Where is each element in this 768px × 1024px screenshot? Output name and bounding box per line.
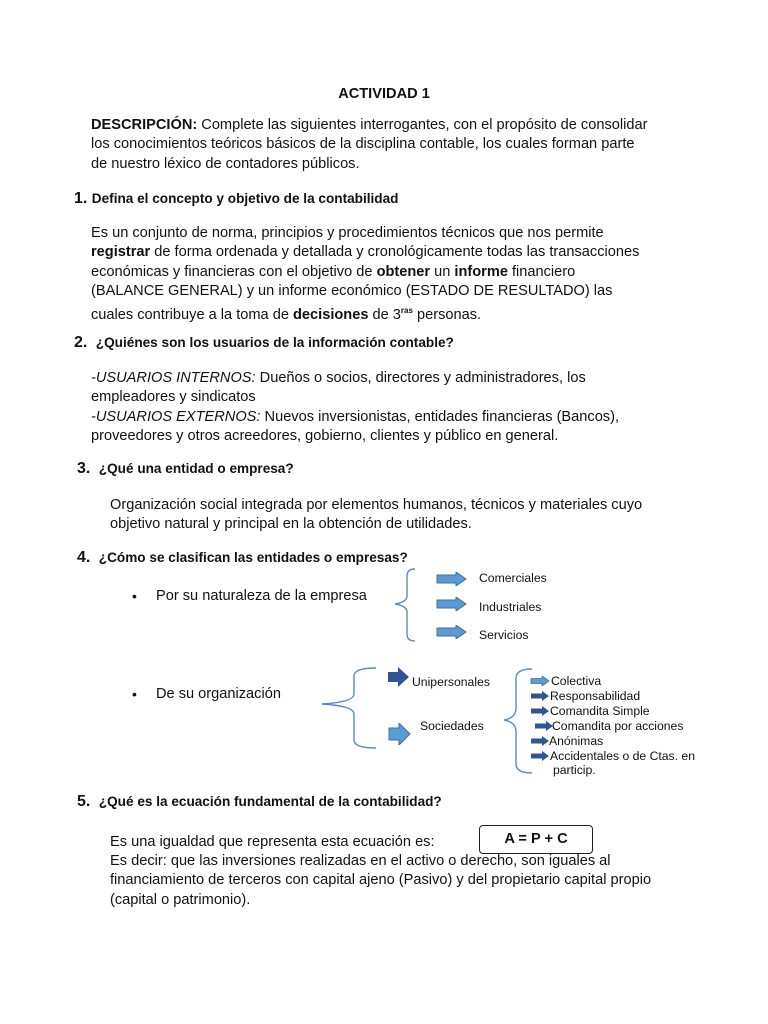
nature-item-servicios: Servicios xyxy=(479,628,529,642)
nature-label: Por su naturaleza de la empresa xyxy=(156,588,367,604)
arrow-icon xyxy=(436,625,468,639)
external-users-text-2: proveedores y otros acreedores, gobierno, clientes y público en general. xyxy=(91,427,559,444)
soc-item: Comandita por acciones xyxy=(552,719,684,733)
arrow-icon xyxy=(530,676,550,686)
soc-item: Accidentales o de Ctas. en xyxy=(550,749,695,763)
nature-item-industriales: Industriales xyxy=(479,600,542,614)
q1-bold-registrar: registrar xyxy=(91,244,151,261)
q1-heading xyxy=(74,190,398,208)
q1-bold-obtener: obtener xyxy=(376,263,431,280)
org-label: De su organización xyxy=(156,686,281,702)
bullet-dot: • xyxy=(132,588,137,604)
internal-users-text: Dueños o socios, directores y administradores, los xyxy=(255,370,586,386)
arrow-icon xyxy=(530,751,550,761)
arrow-icon xyxy=(530,706,550,716)
arrow-icon xyxy=(530,691,550,701)
nature-bracket xyxy=(385,566,425,644)
arrow-icon xyxy=(436,572,468,586)
page-title: ACTIVIDAD 1 xyxy=(338,86,430,102)
q5-heading xyxy=(77,793,442,811)
q5-answer-line: financiamiento de terceros con capital ajeno (Pasivo) y del propietario capital propio xyxy=(110,872,652,889)
arrow-icon xyxy=(387,667,411,687)
nature-item-comerciales: Comerciales xyxy=(479,571,547,585)
description xyxy=(91,116,731,174)
q1-answer-line: (BALANCE GENERAL) y un informe económico (ESTADO DE RESULTADO) las xyxy=(91,282,613,299)
external-users-label: -USUARIOS EXTERNOS: xyxy=(91,408,261,425)
q1-answer-line: Es un conjunto de norma, principios y procedimientos técnicos que nos permite xyxy=(91,225,604,241)
q1-answer-text: financiero xyxy=(507,263,576,280)
soc-item-continuation: particip. xyxy=(553,763,596,777)
arrow-icon xyxy=(388,723,412,745)
arrow-icon xyxy=(530,736,550,746)
description-text-3: de nuestro léxico de contadores públicos. xyxy=(91,155,360,172)
internal-users-label: -USUARIOS INTERNOS: xyxy=(91,370,256,386)
q3-number: 3. xyxy=(77,460,91,477)
org-unipersonales: Unipersonales xyxy=(412,675,490,689)
bullet-dot: • xyxy=(132,686,137,702)
q3-answer-line: Organización social integrada por elementos humanos, técnicos y materiales cuyo xyxy=(110,497,643,513)
q5-number: 5. xyxy=(77,793,91,810)
description-text-2: los conocimientos teóricos básicos de la disciplina contable, los cuales forman parte xyxy=(91,136,635,153)
arrow-icon xyxy=(436,597,468,611)
q1-bold-informe: informe xyxy=(454,263,508,280)
q5-answer-line: (capital o patrimonio). xyxy=(110,891,251,908)
org-sociedades: Sociedades xyxy=(420,719,484,733)
arrow-icon xyxy=(534,721,554,731)
q1-answer-line: de forma ordenada y detallada y cronológicamente todas las transacciones xyxy=(150,244,640,261)
q1-answer-text: personas. xyxy=(412,307,482,324)
q2-number: 2. xyxy=(74,334,88,351)
q4-question: ¿Cómo se clasifican las entidades o empresas? xyxy=(98,550,408,565)
q2-answer xyxy=(91,369,731,446)
q3-answer xyxy=(110,496,730,535)
q1-superscript: ras xyxy=(400,306,413,316)
soc-item: Comandita Simple xyxy=(550,704,650,718)
description-text-1: Complete las siguientes interrogantes, con el propósito de consolidar xyxy=(197,117,648,133)
soc-item: Colectiva xyxy=(551,674,602,688)
q1-answer-text: de 3 xyxy=(368,307,401,324)
equation-box: A = P + C xyxy=(479,825,593,854)
q3-question: ¿Qué una entidad o empresa? xyxy=(98,461,294,476)
soc-item: Anónimas xyxy=(549,734,604,748)
q1-answer-line: económicas y financieras con el objetivo de xyxy=(91,263,377,280)
description-label: DESCRIPCIÓN: xyxy=(91,117,198,133)
q1-number: 1. xyxy=(74,190,88,207)
q1-answer xyxy=(91,224,731,325)
q3-answer-line: objetivo natural y principal en la obtención de utilidades. xyxy=(110,516,472,533)
q4-number: 4. xyxy=(77,549,91,566)
external-users-text: Nuevos inversionistas, entidades financieras (Bancos), xyxy=(260,408,620,425)
q1-answer-line: cuales contribuye a la toma de xyxy=(91,307,293,324)
q1-bold-decisiones: decisiones xyxy=(293,307,369,324)
q2-heading xyxy=(74,334,454,352)
q5-answer-line: Es decir: que las inversiones realizadas en el activo o derecho, son iguales al xyxy=(110,853,611,869)
q5-answer xyxy=(110,852,740,910)
q2-question: ¿Quiénes son los usuarios de la información contable? xyxy=(95,335,454,350)
internal-users-text-2: empleadores y sindicatos xyxy=(91,389,256,406)
org-bracket xyxy=(318,664,382,754)
q1-question: Defina el concepto y objetivo de la contabilidad xyxy=(91,191,399,206)
q5-question: ¿Qué es la ecuación fundamental de la contabilidad? xyxy=(98,794,442,809)
soc-item: Responsabilidad xyxy=(550,689,641,703)
q1-answer-text: un xyxy=(430,263,455,280)
q3-heading xyxy=(77,460,294,478)
q5-answer-line-1: Es una igualdad que representa esta ecuación es: xyxy=(110,834,435,850)
q4-heading xyxy=(77,549,408,567)
